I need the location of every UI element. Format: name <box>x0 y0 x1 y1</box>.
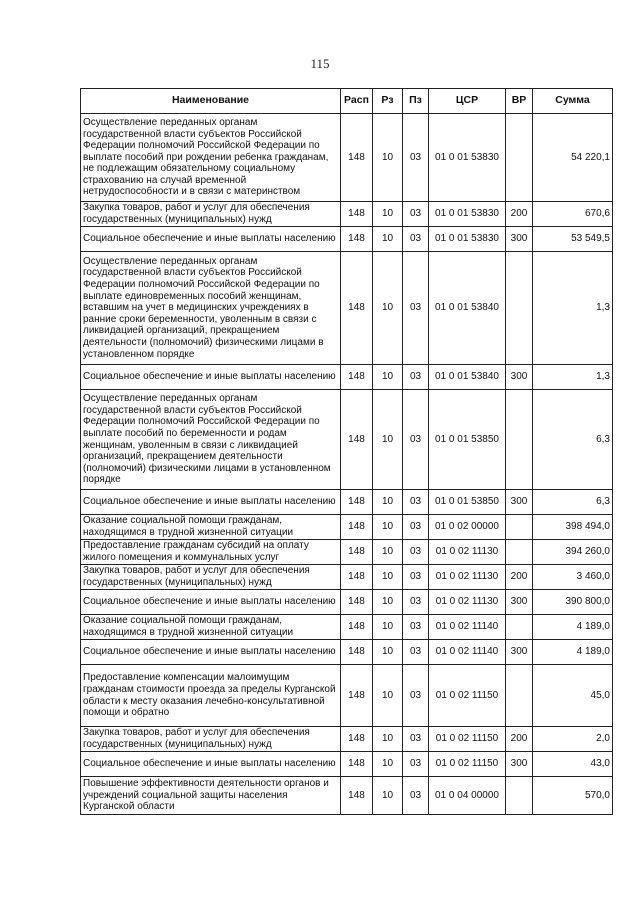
cell-csr: 01 0 01 53850 <box>429 490 506 515</box>
cell-csr: 01 0 02 11130 <box>429 565 506 590</box>
cell-csr: 01 0 01 53840 <box>429 365 506 390</box>
header-vr: ВР <box>506 89 533 114</box>
cell-csr: 01 0 04 00000 <box>429 777 506 815</box>
cell-rz: 10 <box>373 615 403 640</box>
cell-rasp: 148 <box>341 777 373 815</box>
cell-name: Социальное обеспечение и иные выплаты населению <box>81 490 341 515</box>
table-row <box>81 565 613 590</box>
cell-csr: 01 0 01 53840 <box>429 252 506 365</box>
table-row <box>81 490 613 515</box>
cell-rasp: 148 <box>341 390 373 490</box>
cell-csr: 01 0 02 11150 <box>429 752 506 777</box>
cell-sum: 390 800,0 <box>533 590 613 615</box>
cell-sum: 53 549,5 <box>533 227 613 252</box>
table-body <box>81 114 613 815</box>
cell-rz: 10 <box>373 202 403 227</box>
cell-sum: 670,6 <box>533 202 613 227</box>
cell-pz: 03 <box>403 727 429 752</box>
cell-rz: 10 <box>373 365 403 390</box>
cell-name: Осуществление переданных органам государственной власти субъектов Российской Федерации полномочий Российской Федерации по выплате пособий по беременности и родам женщинам, уволенным в связи с ликвидацией организаций, прекращением деятельности (полномочий) физическими лицами в установленном порядке <box>81 390 341 490</box>
cell-pz: 03 <box>403 615 429 640</box>
table-row <box>81 615 613 640</box>
cell-pz: 03 <box>403 640 429 665</box>
cell-vr <box>506 114 533 202</box>
cell-rasp: 148 <box>341 752 373 777</box>
cell-csr: 01 0 01 53830 <box>429 202 506 227</box>
cell-pz: 03 <box>403 590 429 615</box>
table-row <box>81 540 613 565</box>
cell-sum: 54 220,1 <box>533 114 613 202</box>
cell-pz: 03 <box>403 490 429 515</box>
cell-rz: 10 <box>373 515 403 540</box>
cell-vr: 200 <box>506 202 533 227</box>
table-row <box>81 252 613 365</box>
cell-csr: 01 0 02 11130 <box>429 590 506 615</box>
header-rasp: Расп <box>341 89 373 114</box>
cell-sum: 4 189,0 <box>533 640 613 665</box>
cell-name: Социальное обеспечение и иные выплаты населению <box>81 365 341 390</box>
cell-sum: 2,0 <box>533 727 613 752</box>
cell-sum: 1,3 <box>533 365 613 390</box>
cell-name: Закупка товаров, работ и услуг для обеспечения государственных (муниципальных) нужд <box>81 727 341 752</box>
cell-sum: 6,3 <box>533 390 613 490</box>
cell-pz: 03 <box>403 227 429 252</box>
cell-rasp: 148 <box>341 540 373 565</box>
cell-csr: 01 0 02 00000 <box>429 515 506 540</box>
cell-vr: 300 <box>506 640 533 665</box>
cell-name: Повышение эффективности деятельности органов и учреждений социальной защиты населения Курганской области <box>81 777 341 815</box>
cell-pz: 03 <box>403 777 429 815</box>
cell-rasp: 148 <box>341 227 373 252</box>
cell-sum: 6,3 <box>533 490 613 515</box>
cell-rz: 10 <box>373 640 403 665</box>
cell-pz: 03 <box>403 565 429 590</box>
cell-sum: 570,0 <box>533 777 613 815</box>
cell-pz: 03 <box>403 390 429 490</box>
cell-rasp: 148 <box>341 515 373 540</box>
cell-csr: 01 0 02 11150 <box>429 665 506 727</box>
cell-vr <box>506 515 533 540</box>
cell-rz: 10 <box>373 114 403 202</box>
cell-vr: 300 <box>506 365 533 390</box>
cell-pz: 03 <box>403 252 429 365</box>
table-row <box>81 665 613 727</box>
cell-rasp: 148 <box>341 727 373 752</box>
table-row <box>81 227 613 252</box>
cell-csr: 01 0 01 53830 <box>429 227 506 252</box>
table-row <box>81 390 613 490</box>
table-row <box>81 515 613 540</box>
cell-csr: 01 0 02 11130 <box>429 540 506 565</box>
cell-vr <box>506 390 533 490</box>
cell-rz: 10 <box>373 777 403 815</box>
cell-vr: 300 <box>506 590 533 615</box>
cell-vr: 200 <box>506 565 533 590</box>
table-header-row <box>81 89 613 114</box>
cell-name: Социальное обеспечение и иные выплаты населению <box>81 640 341 665</box>
cell-pz: 03 <box>403 365 429 390</box>
cell-rasp: 148 <box>341 252 373 365</box>
cell-rasp: 148 <box>341 590 373 615</box>
cell-vr <box>506 252 533 365</box>
cell-csr: 01 0 02 11140 <box>429 640 506 665</box>
cell-sum: 398 494,0 <box>533 515 613 540</box>
budget-table <box>80 88 613 815</box>
cell-sum: 3 460,0 <box>533 565 613 590</box>
cell-sum: 394 260,0 <box>533 540 613 565</box>
cell-vr <box>506 777 533 815</box>
cell-vr <box>506 540 533 565</box>
cell-name: Закупка товаров, работ и услуг для обеспечения государственных (муниципальных) нужд <box>81 565 341 590</box>
cell-rz: 10 <box>373 227 403 252</box>
table-row <box>81 365 613 390</box>
cell-pz: 03 <box>403 752 429 777</box>
cell-csr: 01 0 01 53830 <box>429 114 506 202</box>
cell-rasp: 148 <box>341 490 373 515</box>
table-row <box>81 640 613 665</box>
cell-pz: 03 <box>403 202 429 227</box>
cell-name: Закупка товаров, работ и услуг для обеспечения государственных (муниципальных) нужд <box>81 202 341 227</box>
cell-rasp: 148 <box>341 640 373 665</box>
cell-rz: 10 <box>373 490 403 515</box>
cell-name: Социальное обеспечение и иные выплаты населению <box>81 590 341 615</box>
cell-rz: 10 <box>373 540 403 565</box>
cell-rz: 10 <box>373 752 403 777</box>
cell-vr <box>506 665 533 727</box>
cell-name: Социальное обеспечение и иные выплаты населению <box>81 227 341 252</box>
table-row <box>81 114 613 202</box>
cell-vr: 200 <box>506 727 533 752</box>
header-sum: Сумма <box>533 89 613 114</box>
cell-pz: 03 <box>403 540 429 565</box>
cell-sum: 43,0 <box>533 752 613 777</box>
cell-rz: 10 <box>373 390 403 490</box>
cell-vr: 300 <box>506 490 533 515</box>
cell-pz: 03 <box>403 515 429 540</box>
table-row <box>81 202 613 227</box>
cell-sum: 1,3 <box>533 252 613 365</box>
cell-csr: 01 0 02 11150 <box>429 727 506 752</box>
cell-vr <box>506 615 533 640</box>
header-pz: Пз <box>403 89 429 114</box>
cell-csr: 01 0 01 53850 <box>429 390 506 490</box>
cell-rz: 10 <box>373 590 403 615</box>
header-name: Наименование <box>81 89 341 114</box>
cell-rasp: 148 <box>341 202 373 227</box>
cell-rasp: 148 <box>341 615 373 640</box>
table-row <box>81 727 613 752</box>
header-rz: Рз <box>373 89 403 114</box>
cell-pz: 03 <box>403 665 429 727</box>
cell-name: Осуществление переданных органам государственной власти субъектов Российской Федерации полномочий Российской Федерации по выплате единовременных пособий женщинам, вставшим на учет в медицинских учреждениях в ранние сроки беременности, уволенным в связи с ликвидацией организаций, прекращением деятельности (полномочий) физическими лицами в установленном порядке <box>81 252 341 365</box>
table-row <box>81 590 613 615</box>
cell-name: Социальное обеспечение и иные выплаты населению <box>81 752 341 777</box>
cell-name: Предоставление гражданам субсидий на оплату жилого помещения и коммунальных услуг <box>81 540 341 565</box>
cell-sum: 4 189,0 <box>533 615 613 640</box>
cell-rasp: 148 <box>341 665 373 727</box>
cell-rz: 10 <box>373 252 403 365</box>
cell-rz: 10 <box>373 665 403 727</box>
cell-name: Предоставление компенсации малоимущим гражданам стоимости проезда за пределы Курганской области к месту оказания лечебно-консультативной помощи и обратно <box>81 665 341 727</box>
cell-name: Осуществление переданных органам государственной власти субъектов Российской Федерации полномочий Российской Федерации по выплате пособий при рождении ребенка гражданам, не подлежащим обязательному социальному страхованию на случай временной нетрудоспособности и в связи с материнством <box>81 114 341 202</box>
cell-pz: 03 <box>403 114 429 202</box>
cell-rasp: 148 <box>341 114 373 202</box>
header-csr: ЦСР <box>429 89 506 114</box>
table-row <box>81 752 613 777</box>
cell-sum: 45,0 <box>533 665 613 727</box>
cell-rasp: 148 <box>341 565 373 590</box>
cell-csr: 01 0 02 11140 <box>429 615 506 640</box>
cell-vr: 300 <box>506 752 533 777</box>
cell-name: Оказание социальной помощи гражданам, находящимся в трудной жизненной ситуации <box>81 615 341 640</box>
cell-name: Оказание социальной помощи гражданам, находящимся в трудной жизненной ситуации <box>81 515 341 540</box>
table-row <box>81 777 613 815</box>
cell-rz: 10 <box>373 727 403 752</box>
cell-rasp: 148 <box>341 365 373 390</box>
cell-vr: 300 <box>506 227 533 252</box>
cell-rz: 10 <box>373 565 403 590</box>
page-number: 115 <box>310 56 330 71</box>
